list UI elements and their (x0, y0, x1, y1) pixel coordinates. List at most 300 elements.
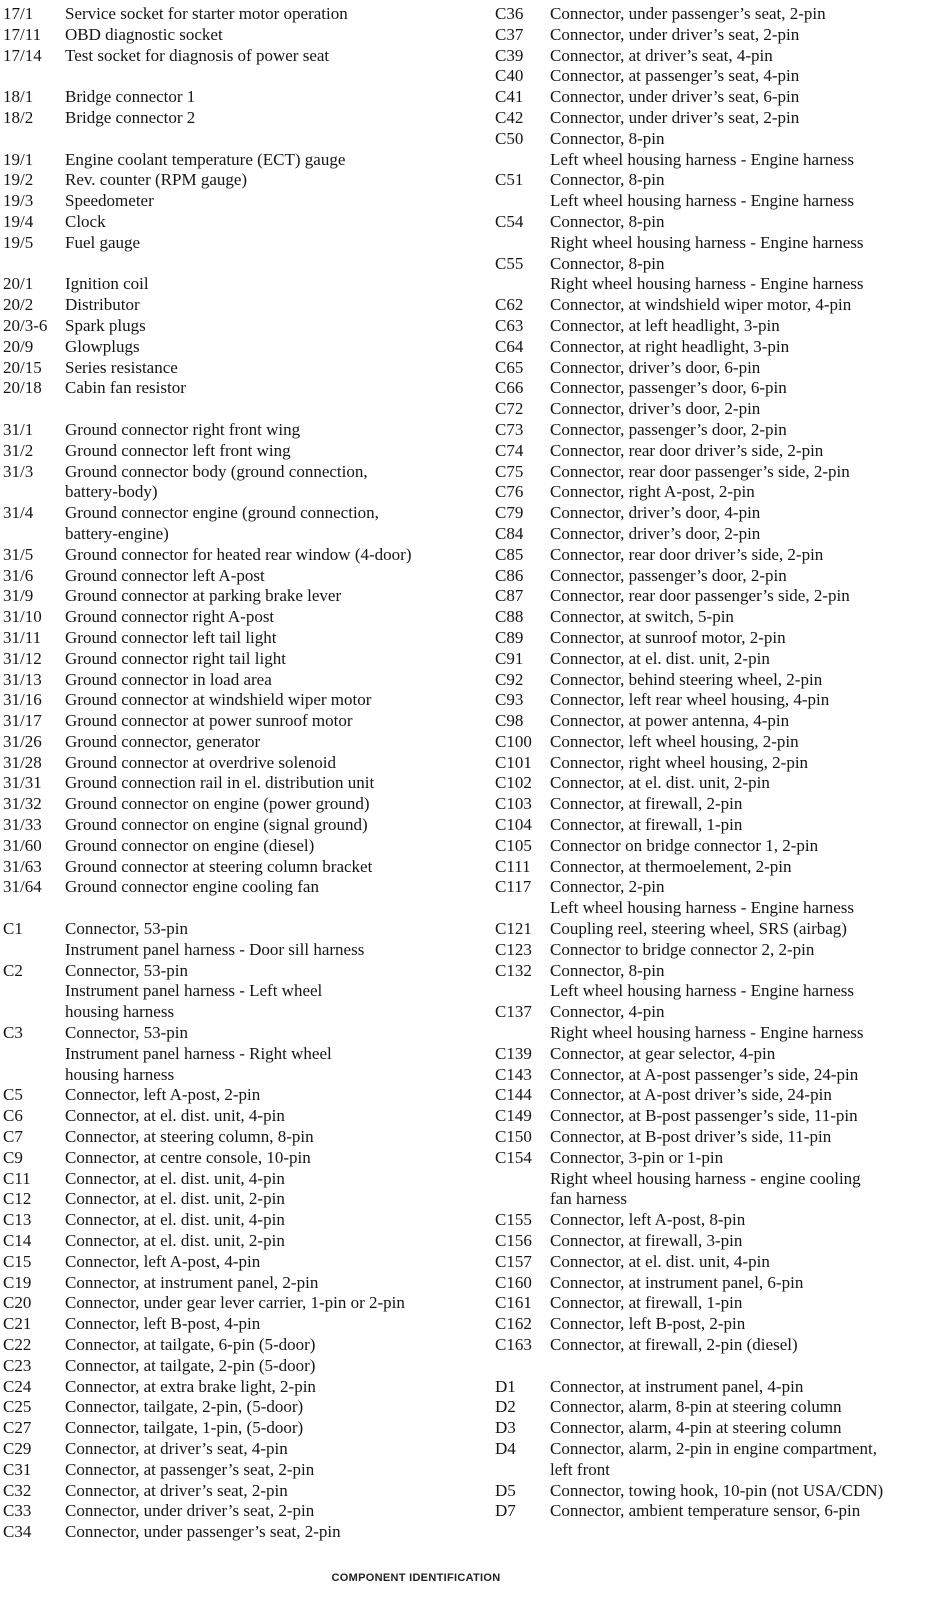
entry-code: C20 (3, 1293, 32, 1313)
entry-code: C117 (495, 877, 532, 897)
entry-code: C5 (3, 1085, 23, 1105)
entry-row (495, 66, 941, 87)
entry-code: 19/2 (3, 170, 34, 190)
entry-code: 20/3-6 (3, 315, 48, 335)
entry-row (3, 337, 473, 358)
entry-description: Connector, 53-pin (65, 1023, 189, 1043)
entry-group (3, 919, 473, 1543)
entry-code: C3 (3, 1023, 23, 1043)
entry-row (3, 25, 473, 46)
entry-description: Ground connector on engine (power ground) (65, 794, 370, 814)
entry-row (495, 150, 941, 171)
entry-code: C54 (495, 211, 524, 231)
entry-code (3, 1065, 65, 1086)
entry-description: Connector, at el. dist. unit, 4-pin (65, 1168, 285, 1188)
entry-row (495, 25, 941, 46)
entry-row (3, 274, 473, 295)
entry-description: Connector, left A-post, 2-pin (65, 1085, 261, 1105)
entry-description: Connector, at centre console, 10-pin (65, 1147, 311, 1167)
entry-code: C39 (495, 45, 524, 65)
entry-row (495, 233, 941, 254)
entry-code (3, 482, 65, 503)
entry-description: Connector, under passenger’s seat, 2-pin (65, 1522, 341, 1542)
entry-row (495, 1210, 941, 1231)
entry-code: D5 (495, 1480, 516, 1500)
entry-code: C111 (495, 856, 531, 876)
entry-row (495, 711, 941, 732)
entry-row (3, 1044, 473, 1065)
entry-description: Connector, left wheel housing, 2-pin (550, 731, 799, 751)
entry-row (3, 358, 473, 379)
entry-description: Connector to bridge connector 2, 2-pin (550, 939, 815, 959)
entry-row (495, 191, 941, 212)
entry-row (495, 815, 941, 836)
entry-description: Connector, tailgate, 1-pin, (5-door) (65, 1418, 304, 1438)
entry-code: C74 (495, 440, 524, 460)
entry-group (3, 150, 473, 254)
entry-description: housing harness (65, 1064, 175, 1084)
entry-code (3, 1044, 65, 1065)
entry-row (495, 545, 941, 566)
entry-code: C7 (3, 1127, 23, 1147)
entry-row (495, 1044, 941, 1065)
entry-row (3, 1356, 473, 1377)
entry-code: C103 (495, 794, 532, 814)
entry-code: C102 (495, 773, 532, 793)
entry-row (3, 1377, 473, 1398)
entry-description: Connector, at driver’s seat, 2-pin (65, 1480, 288, 1500)
entry-row (495, 919, 941, 940)
entry-code: D2 (495, 1397, 516, 1417)
entry-description: Left wheel housing harness - Engine harness (550, 191, 855, 211)
entry-description: left front (550, 1459, 610, 1479)
entry-description: Ground connector engine (ground connection, (65, 503, 379, 523)
entry-description: Fuel gauge (65, 232, 141, 252)
entry-code: 19/4 (3, 211, 34, 231)
entry-row (3, 462, 473, 483)
entry-description: Connector, driver’s door, 2-pin (550, 523, 761, 543)
entry-row (495, 274, 941, 295)
entry-description: Ground connector left A-post (65, 565, 265, 585)
entry-row (3, 753, 473, 774)
entry-description: Connector, rear door passenger’s side, 2-pin (550, 586, 850, 606)
entry-description: Connector, at el. dist. unit, 2-pin (550, 648, 770, 668)
entry-description: Connector, at driver’s seat, 4-pin (65, 1438, 288, 1458)
entry-code: C85 (495, 544, 524, 564)
entry-description: Connector, at firewall, 2-pin (diesel) (550, 1335, 798, 1354)
entry-description: Connector, at passenger’s seat, 2-pin (65, 1459, 315, 1479)
entry-row (3, 711, 473, 732)
entry-description: housing harness (65, 1002, 175, 1022)
entry-description: Connector, driver’s door, 2-pin (550, 399, 761, 419)
entry-row (495, 670, 941, 691)
entry-description: Connector, passenger’s door, 2-pin (550, 419, 787, 439)
entry-code: 31/2 (3, 440, 34, 460)
entry-code: C29 (3, 1438, 32, 1458)
entry-code: C156 (495, 1231, 532, 1251)
entry-group (495, 4, 941, 1356)
entry-row (495, 794, 941, 815)
entry-description: Connector, 2-pin (550, 877, 665, 897)
entry-row (3, 1189, 473, 1210)
entry-row (3, 961, 473, 982)
entry-code: 31/28 (3, 752, 42, 772)
entry-code: 31/17 (3, 711, 42, 731)
entry-row (495, 46, 941, 67)
entry-description: OBD diagnostic socket (65, 24, 223, 44)
entry-description: Connector, at firewall, 2-pin (550, 794, 743, 814)
entry-row (495, 836, 941, 857)
entry-code: C154 (495, 1147, 532, 1167)
entry-description: Ground connection rail in el. distribution unit (65, 773, 375, 793)
entry-description: Connector, at instrument panel, 2-pin (65, 1272, 319, 1292)
entry-description: Ground connector right tail light (65, 648, 286, 668)
entry-description: Connector, left B-post, 4-pin (65, 1314, 261, 1334)
entry-row (3, 919, 473, 940)
entry-code: C149 (495, 1106, 532, 1126)
entry-row (495, 1439, 941, 1460)
entry-description: Connector, at A-post driver’s side, 24-pin (550, 1085, 832, 1105)
entry-description: Ground connector engine cooling fan (65, 877, 319, 897)
entry-code: C79 (495, 503, 524, 523)
entry-description: Connector, 8-pin (550, 170, 665, 190)
entry-code: C37 (495, 24, 524, 44)
entry-code: C31 (3, 1459, 32, 1479)
entry-code (495, 274, 550, 295)
entry-code: 19/1 (3, 149, 34, 169)
entry-row (495, 337, 941, 358)
entry-description: Connector, at left headlight, 3-pin (550, 315, 780, 335)
entry-description: Connector, tailgate, 2-pin, (5-door) (65, 1397, 304, 1417)
entry-row (495, 170, 941, 191)
entry-code: C123 (495, 939, 532, 959)
entry-row (3, 628, 473, 649)
entry-description: Connector, alarm, 8-pin at steering column (550, 1397, 842, 1417)
entry-code: C105 (495, 835, 532, 855)
entry-description: Ground connector on engine (signal ground) (65, 815, 368, 835)
entry-row (495, 857, 941, 878)
entry-description: Connector, 8-pin (550, 253, 665, 273)
entry-row (495, 940, 941, 961)
entry-code: C98 (495, 711, 524, 731)
entry-row (3, 732, 473, 753)
entry-code: D3 (495, 1418, 516, 1438)
entry-row (495, 690, 941, 711)
entry-description: Connector, at B-post driver’s side, 11-pin (550, 1127, 832, 1147)
entry-code: C51 (495, 170, 524, 190)
entry-description: Left wheel housing harness - Engine harness (550, 981, 855, 1001)
entry-row (495, 1252, 941, 1273)
entry-row (3, 482, 473, 503)
entry-row (3, 191, 473, 212)
entry-description: Connector, at el. dist. unit, 2-pin (65, 1231, 285, 1251)
entry-code: C73 (495, 419, 524, 439)
entry-description: Connector, under driver’s seat, 6-pin (550, 87, 800, 107)
entry-row (495, 961, 941, 982)
entry-row (495, 753, 941, 774)
entry-description: Ignition coil (65, 274, 149, 294)
entry-row (3, 1148, 473, 1169)
entry-code: C155 (495, 1210, 532, 1230)
entry-row (495, 503, 941, 524)
entry-row (3, 1169, 473, 1190)
entry-description: Connector, at firewall, 3-pin (550, 1231, 743, 1251)
entry-row (3, 1252, 473, 1273)
entry-code: C87 (495, 586, 524, 606)
entry-row (3, 1002, 473, 1023)
entry-row (3, 690, 473, 711)
entry-row (495, 1085, 941, 1106)
entry-code: C33 (3, 1501, 32, 1521)
entry-code: C150 (495, 1127, 532, 1147)
entry-code (495, 150, 550, 171)
entry-code: C93 (495, 690, 524, 710)
entry-row (3, 1418, 473, 1439)
entry-description: Connector, rear door passenger’s side, 2-pin (550, 461, 850, 481)
entry-code: C55 (495, 253, 524, 273)
entry-code: C40 (495, 66, 524, 86)
entry-description: Connector, at driver’s seat, 4-pin (550, 45, 773, 65)
entry-code: 20/9 (3, 336, 34, 356)
entry-description: Bridge connector 1 (65, 87, 196, 107)
entry-code: C157 (495, 1251, 532, 1271)
entry-row (3, 46, 473, 67)
entry-code: C13 (3, 1210, 32, 1230)
entry-description: Engine coolant temperature (ECT) gauge (65, 149, 346, 169)
entry-code: 31/5 (3, 544, 34, 564)
entry-code: C92 (495, 669, 524, 689)
entry-row (3, 4, 473, 25)
entry-row (3, 1439, 473, 1460)
entry-description: Ground connector at windshield wiper motor (65, 690, 372, 710)
entry-code: C19 (3, 1272, 32, 1292)
entry-code: 17/11 (3, 24, 42, 44)
entry-code (495, 191, 550, 212)
entry-description: Connector, at firewall, 1-pin (550, 815, 743, 835)
entry-code: C76 (495, 482, 524, 502)
entry-row (495, 399, 941, 420)
entry-code: C62 (495, 295, 524, 315)
entry-row (495, 1460, 941, 1481)
component-list-right-column (495, 4, 941, 1522)
entry-code: C36 (495, 4, 524, 23)
entry-code: 20/15 (3, 357, 42, 377)
entry-description: fan harness (550, 1189, 627, 1209)
entry-description: Connector, at extra brake light, 2-pin (65, 1376, 316, 1396)
entry-code: 20/2 (3, 295, 34, 315)
entry-description: Spark plugs (65, 315, 146, 335)
entry-code: 31/64 (3, 877, 42, 897)
entry-code: 18/1 (3, 87, 34, 107)
entry-description: Connector, 8-pin (550, 128, 665, 148)
entry-description: Instrument panel harness - Left wheel (65, 981, 323, 1001)
entry-description: Ground connector right A-post (65, 607, 275, 627)
entry-description: Connector, at sunroof motor, 2-pin (550, 627, 786, 647)
entry-code: C15 (3, 1251, 32, 1271)
entry-row (495, 87, 941, 108)
entry-description: Connector, at B-post passenger’s side, 11-pin (550, 1106, 858, 1126)
entry-description: Connector, left B-post, 2-pin (550, 1314, 746, 1334)
entry-row (495, 254, 941, 275)
entry-row (495, 462, 941, 483)
entry-description: Connector, left A-post, 4-pin (65, 1251, 261, 1271)
entry-code: C65 (495, 357, 524, 377)
entry-description: Connector, at el. dist. unit, 4-pin (65, 1210, 285, 1230)
entry-code: C89 (495, 627, 524, 647)
entry-description: Glowplugs (65, 336, 140, 356)
entry-row (495, 378, 941, 399)
entry-description: Connector, at A-post passenger’s side, 24-pin (550, 1064, 859, 1084)
entry-description: Connector, at el. dist. unit, 4-pin (550, 1251, 770, 1271)
entry-row (495, 586, 941, 607)
entry-code: C104 (495, 815, 532, 835)
entry-row (3, 877, 473, 898)
entry-row (3, 1314, 473, 1335)
entry-code (495, 233, 550, 254)
entry-description: Connector, at switch, 5-pin (550, 607, 734, 627)
entry-code: C64 (495, 336, 524, 356)
entry-code: 19/5 (3, 232, 34, 252)
entry-code: C144 (495, 1085, 532, 1105)
entry-code: 19/3 (3, 191, 34, 211)
entry-code: C2 (3, 960, 23, 980)
entry-description: Left wheel housing harness - Engine harness (550, 898, 855, 918)
entry-code: D1 (495, 1376, 516, 1396)
entry-description: Series resistance (65, 357, 178, 377)
entry-code: 20/18 (3, 378, 42, 398)
entry-description: Connector, 8-pin (550, 960, 665, 980)
entry-row (495, 1397, 941, 1418)
entry-code: C21 (3, 1314, 32, 1334)
entry-description: Connector, rear door driver’s side, 2-pin (550, 440, 824, 460)
entry-code: 31/4 (3, 503, 34, 523)
entry-row (3, 233, 473, 254)
entry-row (3, 857, 473, 878)
entry-row (495, 1106, 941, 1127)
entry-description: Right wheel housing harness - Engine harness (550, 232, 864, 252)
entry-description: Connector, towing hook, 10-pin (not USA/CDN) (550, 1480, 884, 1500)
entry-description: Ground connector on engine (diesel) (65, 835, 315, 855)
entry-row (3, 1397, 473, 1418)
entry-code: C66 (495, 378, 524, 398)
entry-description: Connector, at instrument panel, 6-pin (550, 1272, 804, 1292)
entry-code: 31/26 (3, 731, 42, 751)
entry-description: Bridge connector 2 (65, 107, 196, 127)
entry-code: C137 (495, 1002, 532, 1022)
entry-row (3, 566, 473, 587)
entry-row (3, 607, 473, 628)
entry-description: Connector, at instrument panel, 4-pin (550, 1376, 804, 1396)
entry-code: C32 (3, 1480, 32, 1500)
entry-description: Connector, passenger’s door, 6-pin (550, 378, 787, 398)
entry-code (495, 1460, 550, 1481)
entry-code: C25 (3, 1397, 32, 1417)
entry-code: C42 (495, 107, 524, 127)
entry-code: C22 (3, 1335, 32, 1354)
entry-row (3, 441, 473, 462)
entry-code: C91 (495, 648, 524, 668)
entry-code: C86 (495, 565, 524, 585)
entry-row (495, 607, 941, 628)
entry-code: C50 (495, 128, 524, 148)
entry-row (495, 628, 941, 649)
entry-description: Ground connector left front wing (65, 440, 291, 460)
entry-code: C160 (495, 1272, 532, 1292)
entry-row (495, 129, 941, 150)
entry-description: Instrument panel harness - Right wheel (65, 1043, 332, 1063)
entry-description: Connector, at power antenna, 4-pin (550, 711, 790, 731)
entry-group (3, 4, 473, 66)
entry-description: Service socket for starter motor operation (65, 4, 348, 23)
entry-row (3, 212, 473, 233)
entry-code: C34 (3, 1522, 32, 1542)
entry-code: 31/3 (3, 461, 34, 481)
entry-code: C143 (495, 1064, 532, 1084)
component-list-left-column (3, 4, 473, 1543)
entry-description: Connector, alarm, 4-pin at steering column (550, 1418, 842, 1438)
entry-row (495, 1189, 941, 1210)
entry-row (3, 1335, 473, 1356)
entry-code: D4 (495, 1438, 516, 1458)
entry-code: 31/10 (3, 607, 42, 627)
entry-row (495, 358, 941, 379)
entry-row (495, 1293, 941, 1314)
entry-row (3, 1231, 473, 1252)
entry-code: 31/16 (3, 690, 42, 710)
entry-code: C161 (495, 1293, 532, 1313)
entry-row (3, 1210, 473, 1231)
entry-code: C41 (495, 87, 524, 107)
entry-row (3, 170, 473, 191)
entry-description: Connector, 8-pin (550, 211, 665, 231)
entry-description: Right wheel housing harness - Engine harness (550, 1023, 864, 1043)
entry-code: C84 (495, 523, 524, 543)
entry-description: Ground connector at steering column bracket (65, 856, 373, 876)
entry-description: Connector, under gear lever carrier, 1-pin or 2-pin (65, 1293, 405, 1313)
entry-code: 31/1 (3, 419, 34, 439)
entry-code: C6 (3, 1106, 23, 1126)
entry-code: 31/32 (3, 794, 42, 814)
entry-description: Connector, under driver’s seat, 2-pin (550, 107, 800, 127)
entry-row (495, 1314, 941, 1335)
entry-description: Connector, 53-pin (65, 960, 189, 980)
entry-row (3, 1501, 473, 1522)
entry-code: 17/1 (3, 4, 34, 23)
entry-code: 18/2 (3, 107, 34, 127)
entry-group (3, 87, 473, 129)
entry-row (495, 649, 941, 670)
entry-row (3, 815, 473, 836)
entry-row (495, 1169, 941, 1190)
entry-code: C139 (495, 1043, 532, 1063)
entry-description: Right wheel housing harness - Engine harness (550, 274, 864, 294)
entry-row (3, 1106, 473, 1127)
entry-code: 31/12 (3, 648, 42, 668)
entry-row (3, 981, 473, 1002)
entry-description: battery-body) (65, 482, 158, 502)
entry-row (3, 503, 473, 524)
entry-code: C163 (495, 1335, 532, 1354)
entry-description: Ground connector for heated rear window (4-door) (65, 544, 412, 564)
entry-code: 17/14 (3, 45, 42, 65)
entry-code: C9 (3, 1147, 23, 1167)
entry-description: Connector on bridge connector 1, 2-pin (550, 835, 819, 855)
entry-row (3, 1460, 473, 1481)
entry-row (495, 212, 941, 233)
entry-description: Connector, right A-post, 2-pin (550, 482, 755, 502)
entry-description: Connector, 53-pin (65, 919, 189, 939)
entry-description: Connector, rear door driver’s side, 2-pin (550, 544, 824, 564)
